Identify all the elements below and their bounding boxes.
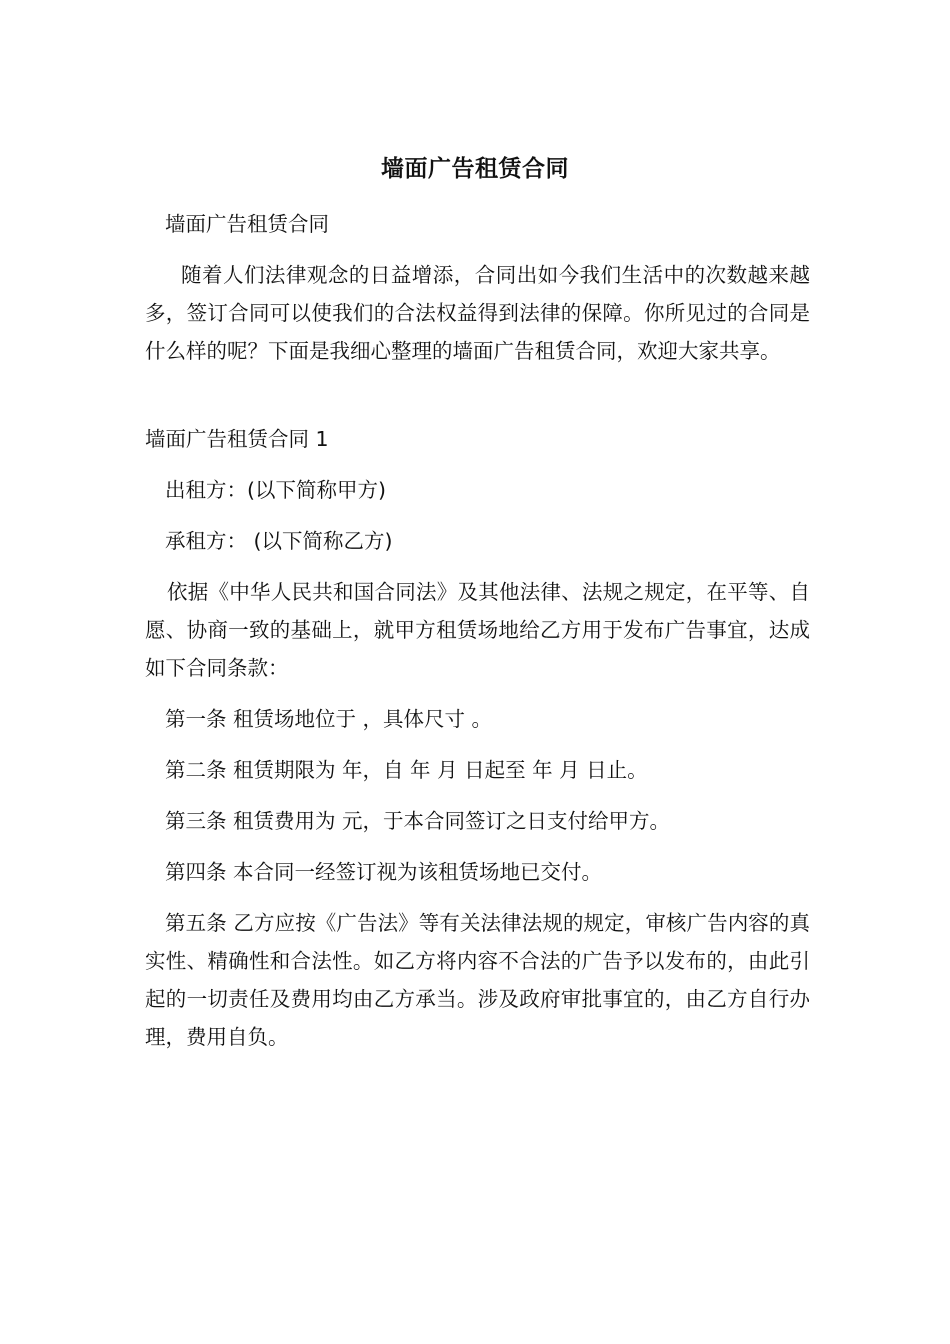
intro-paragraph: 随着人们法律观念的日益增添，合同出如今我们生活中的次数越来越多，签订合同可以使我们的合法权益得到法律的保障。你所见过的合同是什么样的呢？下面是我细心整理的墙面广告租赁合同，欢迎大家共享。: [145, 263, 810, 363]
section-heading: 墙面广告租赁合同 1: [145, 427, 329, 451]
lessor-line: 出租方：(以下简称甲方): [165, 478, 386, 502]
document-subtitle: 墙面广告租赁合同: [165, 212, 329, 236]
article-5: 第五条 乙方应按《广告法》等有关法律法规的规定，审核广告内容的真实性、精确性和合法性。如乙方将内容不合法的广告予以发布的，由此引起的一切责任及费用均由乙方承当。涉及政府审批事宜的，由乙方自行办理，费用自负。: [145, 911, 810, 1049]
document-body: [145, 205, 810, 1069]
lessee-line: 承租方： (以下简称乙方): [165, 529, 393, 553]
document-title: 墙面广告租赁合同: [381, 156, 569, 182]
article-2: 第二条 租赁期限为 年，自 年 月 日起至 年 月 日止。: [165, 758, 648, 782]
article-1: 第一条 租赁场地位于 ，具体尺寸 。: [165, 707, 493, 731]
paragraph-spacer: [145, 383, 810, 420]
article-4: 第四条 本合同一经签订视为该租赁场地已交付。: [165, 860, 603, 884]
preamble-paragraph: 依据《中华人民共和国合同法》及其他法律、法规之规定，在平等、自愿、协商一致的基础上，就甲方租赁场地给乙方用于发布广告事宜，达成如下合同条款：: [145, 580, 810, 680]
article-3: 第三条 租赁费用为 元，于本合同签订之日支付给甲方。: [165, 809, 671, 833]
